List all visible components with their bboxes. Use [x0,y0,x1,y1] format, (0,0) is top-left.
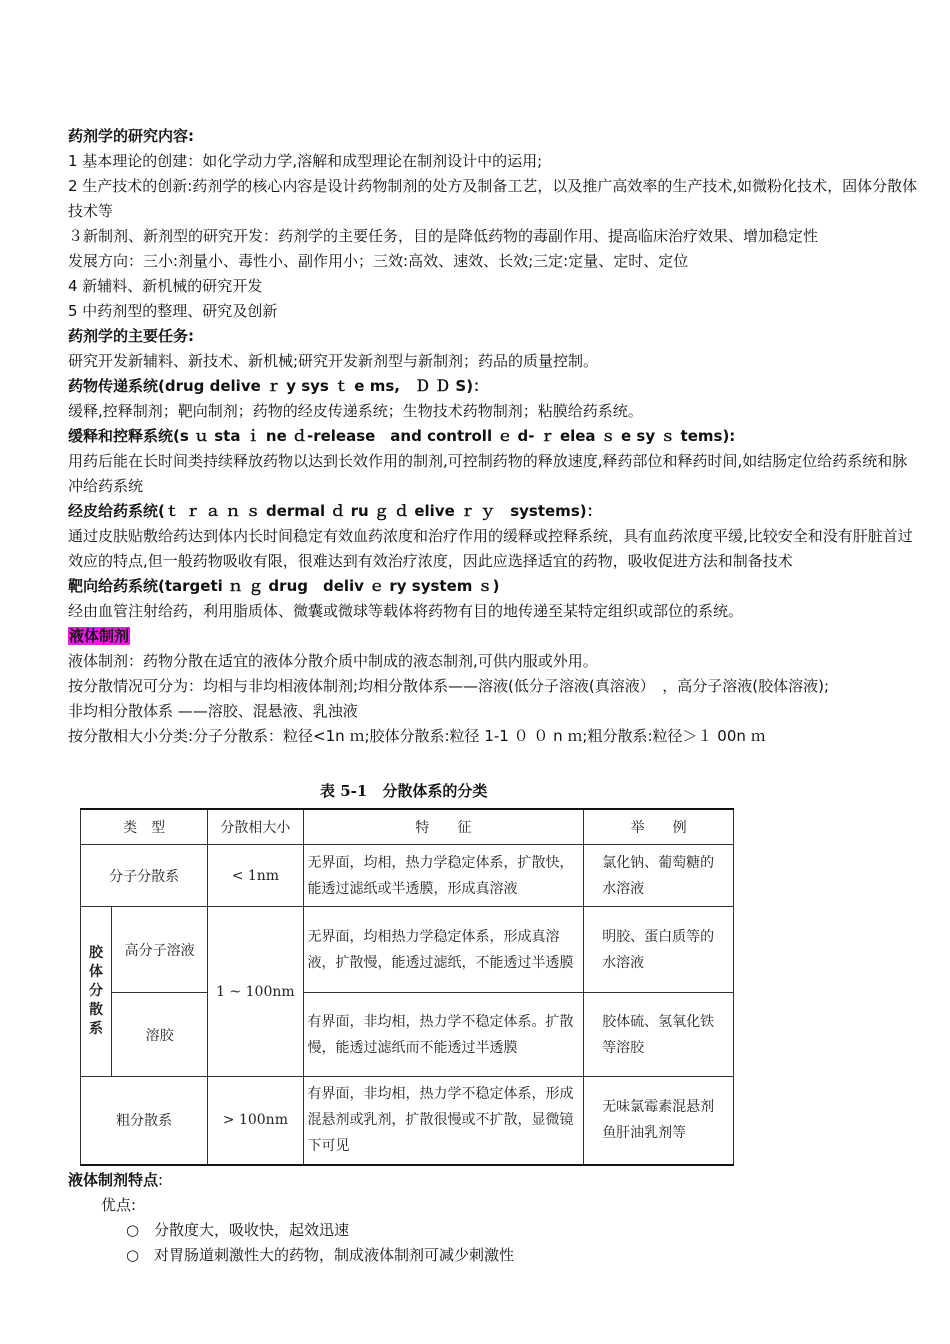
heading-dds: 药物传递系统(drug delive ｒ y sys ｔ e ms, Ｄ Ｄ S)： [68,377,489,395]
heading-liquid-preparation: 液体制剂 [69,627,130,645]
heading-targeting: 靶向给药系统(targeti ｎ ｇ drug deliv ｅ ry system ｓ) [68,577,500,595]
paragraph: 液体制剂：药物分散在适宜的液体分散介质中制成的液态制剂,可供内服或外用。 [68,652,598,670]
dispersion-table [80,808,734,1166]
heading-transdermal: 经皮给药系统(ｔ ｒ ａ ｎ ｓ dermal ｄ ru ｇ ｄ elive ｒ ｙ systems)： [68,502,602,520]
liquid-features-section [68,1168,920,1268]
cell-feature: 无界面，均相热力学稳定体系，形成真溶液，扩散慢，能透过滤纸，不能透过半透膜 [303,907,584,993]
list-item-text: 对胃肠道刺激性大的药物，制成液体制剂可减少刺激性 [154,1246,515,1264]
cell-type: 分子分散系 [81,845,208,907]
paragraph: 5 中药剂型的整理、研究及创新 [68,302,278,320]
header-type: 类 型 [81,809,208,845]
cell-feature: 有界面，非均相，热力学不稳定体系，形成混悬剂或乳剂，扩散很慢或不扩散，显微镜下可见 [303,1077,584,1165]
colloid-group-label [81,907,112,1077]
header-size: 分散相大小 [208,809,303,845]
list-item [68,1218,920,1243]
paragraph: 按分散情况可分为：均相与非均相液体制剂;均相分散体系——溶液(低分子溶液(真溶液） ，高分子溶液(胶体溶液); [68,677,830,695]
cell-example: 胶体硫、氢氧化铁等溶胶 [584,993,734,1077]
paragraph: 用药后能在长时间类持续释放药物以达到长效作用的制剂,可控制药物的释放速度,释药部位和释药时间,如结肠定位给药系统和脉冲给药系统 [68,452,908,495]
cell-type: 高分子溶液 [111,907,207,993]
header-feature: 特 征 [303,809,584,845]
heading-sustained-release: 缓释和控释系统(s ｕ sta ｉ ne ｄ-release and controll ｅ d- ｒ elea ｓ e sy ｓ tems): [68,427,736,445]
cell-size: 1 ~ 100nm [208,907,303,1077]
table-row [81,1077,734,1165]
list-item [68,1243,920,1268]
circle-bullet-icon: ○ [126,1221,140,1239]
paragraph: 按分散相大小分类:分子分散系：粒径<1n ｍ;胶体分散系:粒径 1-1 ０ ０ n ｍ;粗分散系:粒径＞１ 00n ｍ [68,727,766,745]
cell-size: > 100nm [208,1077,303,1165]
circle-bullet-icon: ○ [126,1246,140,1264]
cell-example: 明胶、蛋白质等的水溶液 [584,907,734,993]
heading-colon: : [158,1171,164,1189]
table-header-row [81,809,734,845]
colloid-label-text: 胶体分散系 [88,945,103,1037]
cell-example: 氯化钠、葡萄糖的水溶液 [584,845,734,907]
document-body [68,124,920,749]
paragraph: 2 生产技术的创新:药剂学的核心内容是设计药物制剂的处方及制备工艺，以及推广高效率的生产技术,如微粉化技术，固体分散体技术等 [68,177,918,220]
cell-type: 溶胶 [111,993,207,1077]
paragraph: 4 新辅料、新机械的研究开发 [68,277,263,295]
cell-size: < 1nm [208,845,303,907]
paragraph: 发展方向：三小:剂量小、毒性小、副作用小；三效:高效、速效、长效;三定:定量、定时、定位 [68,252,689,270]
header-example: 举 例 [584,809,734,845]
paragraph: 1 基本理论的创建：如化学动力学,溶解和成型理论在制剂设计中的运用; [68,152,543,170]
heading-liquid-features: 液体制剂特点 [68,1171,159,1189]
cell-feature: 有界面，非均相，热力学不稳定体系。扩散慢，能透过滤纸而不能透过半透膜 [303,993,584,1077]
heading-main-tasks: 药剂学的主要任务: [68,327,194,345]
paragraph: ３新制剂、新剂型的研究开发：药剂学的主要任务，目的是降低药物的毒副作用、提高临床治疗效果、增加稳定性 [68,227,819,245]
cell-feature: 无界面，均相，热力学稳定体系，扩散快，能透过滤纸或半透膜，形成真溶液 [303,845,584,907]
paragraph: 通过皮肤贴敷给药达到体内长时间稳定有效血药浓度和治疗作用的缓释或控释系统，具有血药浓度平缓,比较安全和没有肝脏首过效应的特点,但一般药物吸收有限，很难达到有效治疗浓度，因此应选择适宜的药物，吸收促进方法和制备技术 [68,527,913,570]
table-row [81,907,734,993]
table-row [81,993,734,1077]
cell-example: 无味氯霉素混悬剂鱼肝油乳剂等 [584,1077,734,1165]
advantages-label: 优点: [101,1196,137,1214]
paragraph: 研究开发新辅料、新技术、新机械;研究开发新剂型与新制剂；药品的质量控制。 [68,352,599,370]
table-row [81,845,734,907]
paragraph: 经由血管注射给药，利用脂质体、微囊或微球等载体将药物有目的地传递至某特定组织或部位的系统。 [68,602,744,620]
heading-research-content: 药剂学的研究内容: [68,127,194,145]
cell-type: 粗分散系 [81,1077,208,1165]
paragraph: 缓释,控释制剂；靶向制剂；药物的经皮传递系统；生物技术药物制剂；粘膜给药系统。 [68,402,643,420]
paragraph: 非均相分散体系 ——溶胶、混悬液、乳浊液 [68,702,358,720]
list-item-text: 分散度大，吸收快，起效迅速 [154,1221,350,1239]
table-title: 表 5-1 分散体系的分类 [320,782,488,800]
